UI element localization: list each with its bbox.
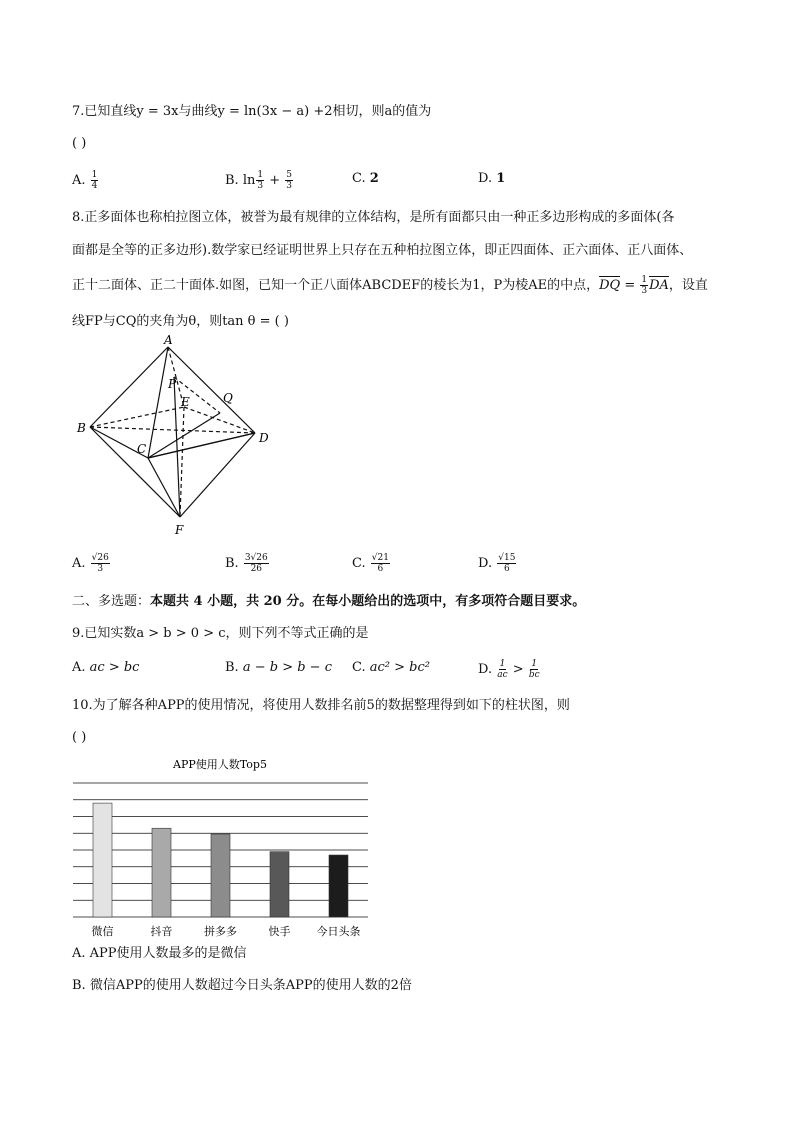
q8-option-b[interactable]: B. $\frac{3√26}{26}$ (225, 553, 268, 574)
label-p: P (168, 377, 177, 391)
q7-stem: 7.已知直线y = 3x与曲线y = ln(3x − a) +2相切，则a的值为 (72, 104, 432, 119)
chart-category-labels (92, 924, 361, 938)
label-q: Q (223, 391, 233, 405)
q8-line3: 正十二面体、正二十面体.如图，已知一个正八面体ABCDEF的棱长为1，P为棱AE的中点，DQ = $\frac{1}{3}$ DA，设直 (72, 275, 708, 296)
q10-option-a[interactable]: A. APP使用人数最多的是微信 (72, 946, 247, 961)
app-bar-chart (60, 750, 380, 940)
bar-3 (270, 852, 289, 917)
bar-0 (93, 803, 112, 917)
q9-stem: 9.已知实数a > b > 0 > c，则下列不等式正确的是 (72, 626, 369, 641)
category-label: 拼多多 (204, 925, 237, 938)
label-e: E (181, 395, 190, 409)
bar-4 (329, 855, 348, 917)
q8-line1: 8.正多面体也称柏拉图立体，被誉为最有规律的立体结构，是所有面都只由一种正多边形构成的多面体(各 (72, 210, 675, 225)
vector-da: DA (649, 278, 669, 293)
bar-2 (211, 834, 230, 917)
section-heading: 二、多选题：本题共 4 小题，共 20 分。在每小题给出的选项中，有多项符合题目要求。 (72, 594, 586, 609)
q7-option-d[interactable]: D. 1 (478, 171, 506, 186)
q8-option-d[interactable]: D. $\frac{√15}{6}$ (478, 553, 516, 574)
q8-line2: 面都是全等的正多边形).数学家已经证明世界上只存在五种柏拉图立体，即正四面体、正六面体、正八面体、 (72, 243, 693, 258)
q7-option-c[interactable]: C. 2 (352, 171, 379, 186)
q7-paren: ( ) (72, 136, 87, 151)
q10-stem: 10.为了解各种APP的使用情况，将使用人数排名前5的数据整理得到如下的柱状图，则 (72, 698, 570, 713)
category-label: 微信 (91, 925, 114, 938)
q10-paren: ( ) (72, 730, 87, 745)
q9-option-c[interactable]: C. ac² > bc² (352, 660, 430, 675)
category-label: 今日头条 (316, 925, 361, 938)
q8-line4: 线FP与CQ的夹角为θ，则tan θ = ( ) (72, 314, 289, 329)
bar-1 (152, 828, 171, 917)
label-b: B (77, 421, 86, 435)
label-f: F (175, 523, 184, 537)
q7-option-a-fraction: $\frac{1}{4}$ (91, 170, 98, 191)
vector-dq: DQ (599, 278, 621, 293)
q9-option-a[interactable]: A. ac > bc (72, 660, 140, 675)
label-a: A (164, 335, 173, 347)
q9-option-d[interactable]: D. $\frac{1}{ac}$ > $\frac{1}{bc}$ (478, 659, 540, 680)
category-label: 快手 (268, 925, 291, 938)
label-d: D (259, 431, 269, 445)
label-c: C (137, 442, 147, 456)
category-label: 抖音 (150, 925, 173, 938)
octahedron-figure (70, 335, 280, 540)
q9-option-b[interactable]: B. a − b > b − c (225, 660, 332, 675)
q7-option-b[interactable]: B. ln $\frac{1}{3}$ + $\frac{5}{3}$ (225, 170, 292, 191)
q10-option-b[interactable]: B. 微信APP的使用人数超过今日头条APP的使用人数的2倍 (72, 978, 412, 993)
q7-option-a[interactable]: A. $\frac{1}{4}$ (72, 170, 98, 191)
q8-option-c[interactable]: C. $\frac{√21}{6}$ (352, 553, 389, 574)
q8-option-a[interactable]: A. $\frac{√26}{3}$ (72, 553, 109, 574)
chart-title: APP使用人数Top5 (173, 758, 267, 771)
